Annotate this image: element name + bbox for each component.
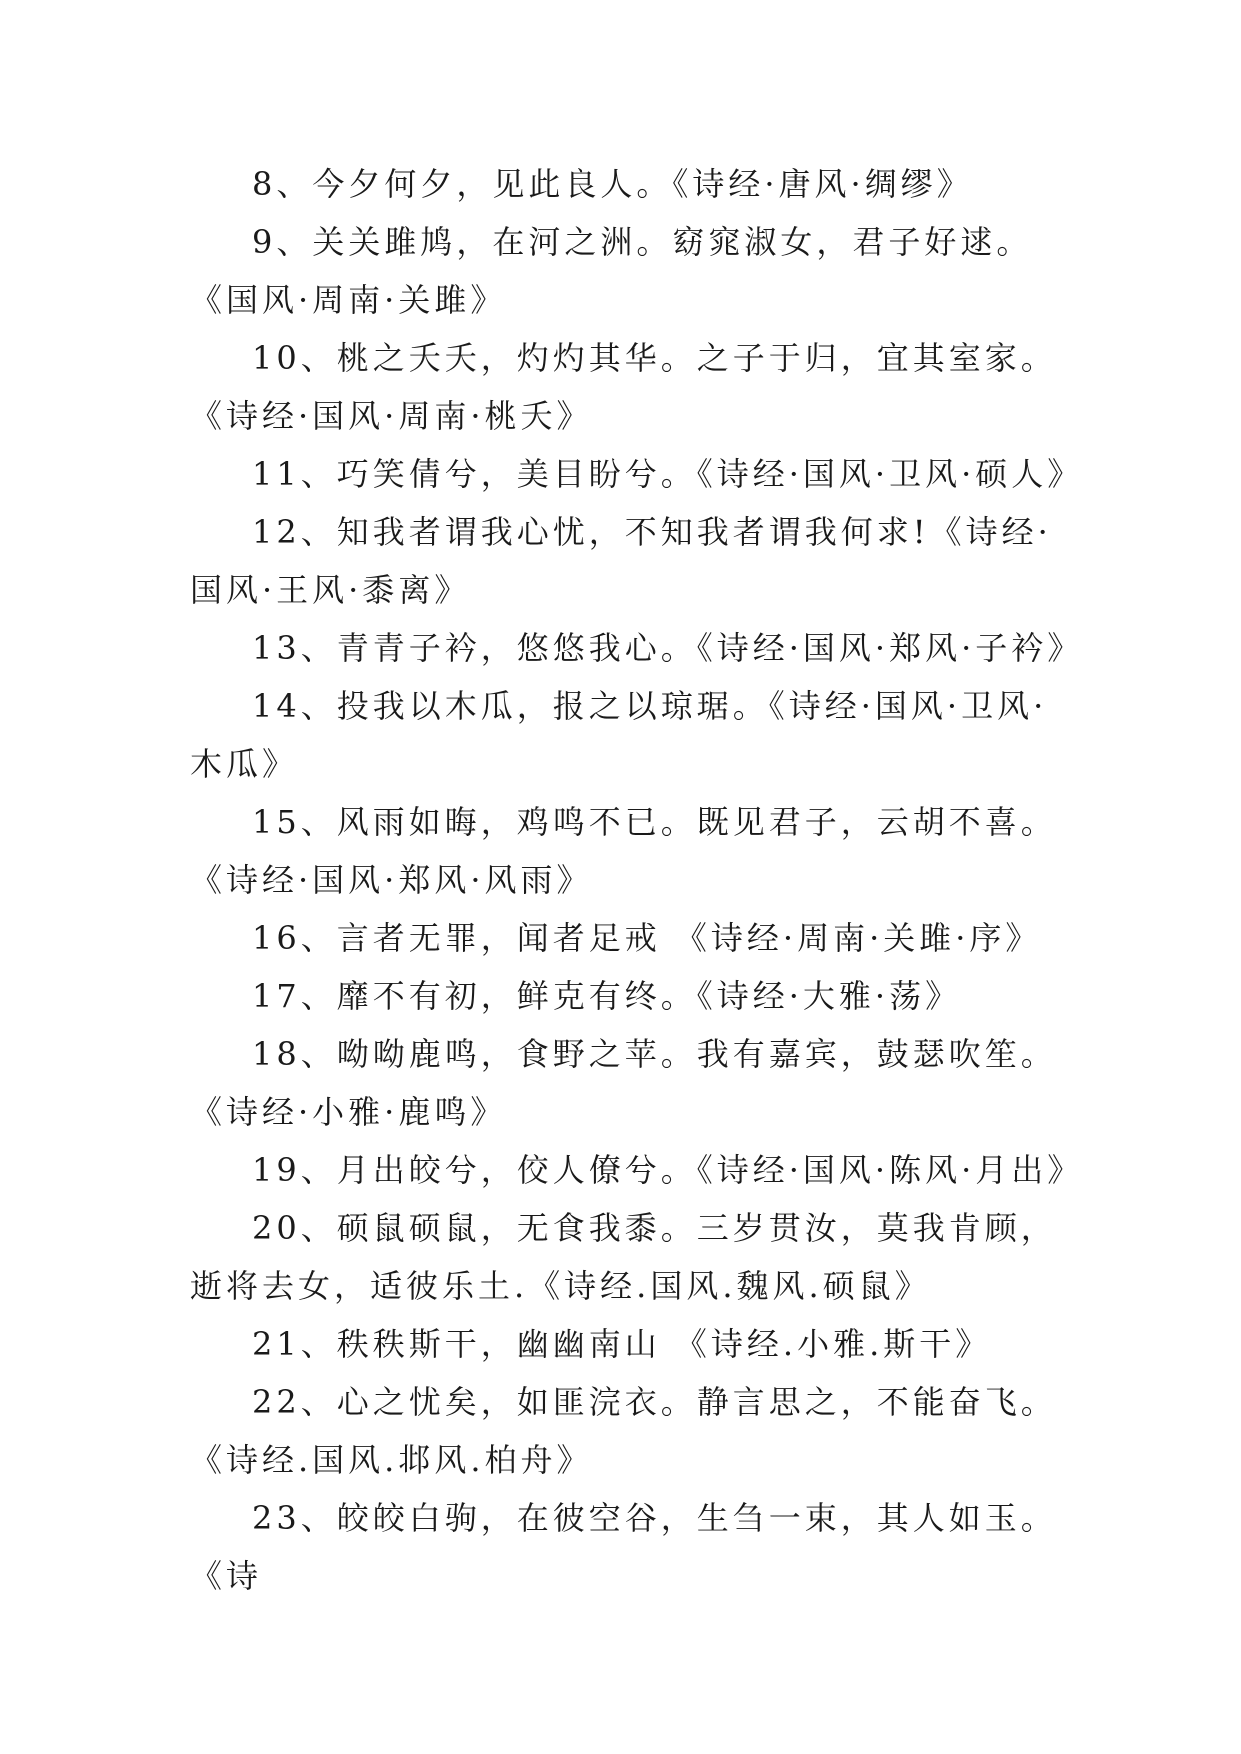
quote-paragraph-9: 9、关关雎鸠，在河之洲。窈窕淑女，君子好逑。《国风·周南·关雎》 [190, 223, 1033, 319]
quote-paragraph-12: 12、知我者谓我心忧，不知我者谓我何求!《诗经·国风·王风·黍离》 [190, 513, 1052, 609]
quote-paragraph-21: 21、秩秩斯干，幽幽南山 《诗经.小雅.斯干》 [252, 1325, 992, 1363]
quote-paragraph-10: 10、桃之夭夭，灼灼其华。之子于归，宜其室家。《诗经·国风·周南·桃夭》 [190, 339, 1057, 435]
quote-paragraph-14: 14、投我以木瓜，报之以琼琚。《诗经·国风·卫风·木瓜》 [190, 687, 1048, 783]
quote-paragraph-13: 13、青青子衿，悠悠我心。《诗经·国风·郑风·子衿》 [252, 629, 1084, 667]
quote-paragraph-8: 8、今夕何夕，见此良人。《诗经·唐风·绸缪》 [252, 165, 973, 203]
poem-quote-list [190, 155, 1084, 1605]
quote-paragraph-18: 18、呦呦鹿鸣，食野之苹。我有嘉宾，鼓瑟吹笙。《诗经·小雅·鹿鸣》 [190, 1035, 1057, 1131]
quote-paragraph-16: 16、言者无罪，闻者足戒 《诗经·周南·关雎·序》 [252, 919, 1042, 957]
quote-paragraph-11: 11、巧笑倩兮，美目盼兮。《诗经·国风·卫风·硕人》 [252, 455, 1084, 493]
quote-paragraph-17: 17、靡不有初，鲜克有终。《诗经·大雅·荡》 [252, 977, 962, 1015]
quote-paragraph-22: 22、心之忧矣，如匪浣衣。静言思之，不能奋飞。《诗经.国风.邶风.柏舟》 [190, 1383, 1057, 1479]
quote-paragraph-20: 20、硕鼠硕鼠，无食我黍。三岁贯汝，莫我肯顾，逝将去女，适彼乐土.《诗经.国风.魏风.硕鼠》 [190, 1209, 1057, 1305]
quote-paragraph-15: 15、风雨如晦，鸡鸣不已。既见君子，云胡不喜。《诗经·国风·郑风·风雨》 [190, 803, 1057, 899]
quote-paragraph-19: 19、月出皎兮，佼人僚兮。《诗经·国风·陈风·月出》 [252, 1151, 1084, 1189]
quote-paragraph-23: 23、皎皎白驹，在彼空谷，生刍一束，其人如玉。《诗 [190, 1499, 1057, 1595]
